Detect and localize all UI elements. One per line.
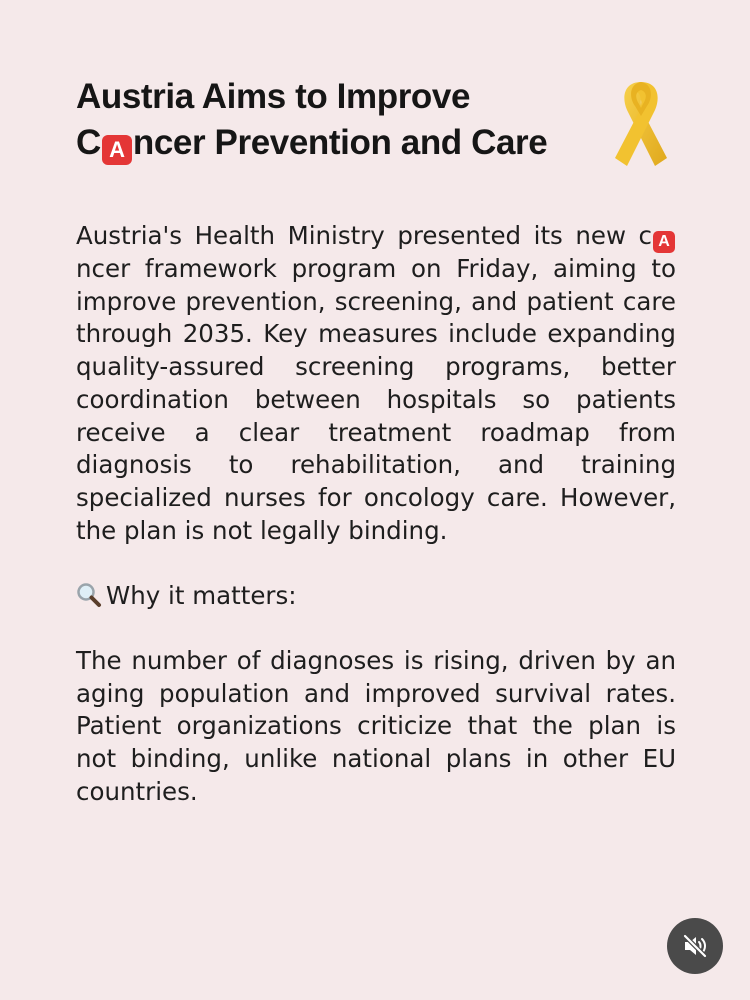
title-line-1: Austria Aims to Improve (76, 77, 471, 116)
speaker-muted-icon (681, 932, 709, 960)
article-paragraph-2: The number of diagnoses is rising, driven by an aging population and improved survival rates. Patient organizations criticize that the plan is not binding, unlike national plans in other EU countries. (76, 646, 676, 806)
red-a-button-emoji-icon: A (653, 231, 675, 253)
why-it-matters-heading (76, 580, 297, 612)
post-title (76, 74, 616, 166)
mute-button[interactable] (667, 918, 723, 974)
paragraph1-suffix: ncer framework program on Friday, aiming to improve prevention, screening, and patient care through 2035. Key measures include expanding quality-assured screening programs, better coordination between hospitals so patients receive a clear treatment roadmap from diagnosis to rehabilitation, and training specialized nurses for oncology care. However, the plan is not legally binding. (76, 254, 676, 545)
red-a-button-emoji-icon: A (102, 135, 132, 165)
magnifying-glass-icon (76, 582, 102, 608)
why-heading-label: Why it matters: (106, 581, 297, 610)
title-suffix: ncer Prevention and Care (132, 123, 548, 162)
yellow-ribbon-icon (605, 78, 677, 172)
title-line-2 (76, 120, 616, 166)
paragraph1-prefix: Austria's Health Ministry presented its new c (76, 221, 652, 250)
article-paragraph-1 (76, 220, 676, 547)
title-prefix: C (76, 123, 101, 162)
